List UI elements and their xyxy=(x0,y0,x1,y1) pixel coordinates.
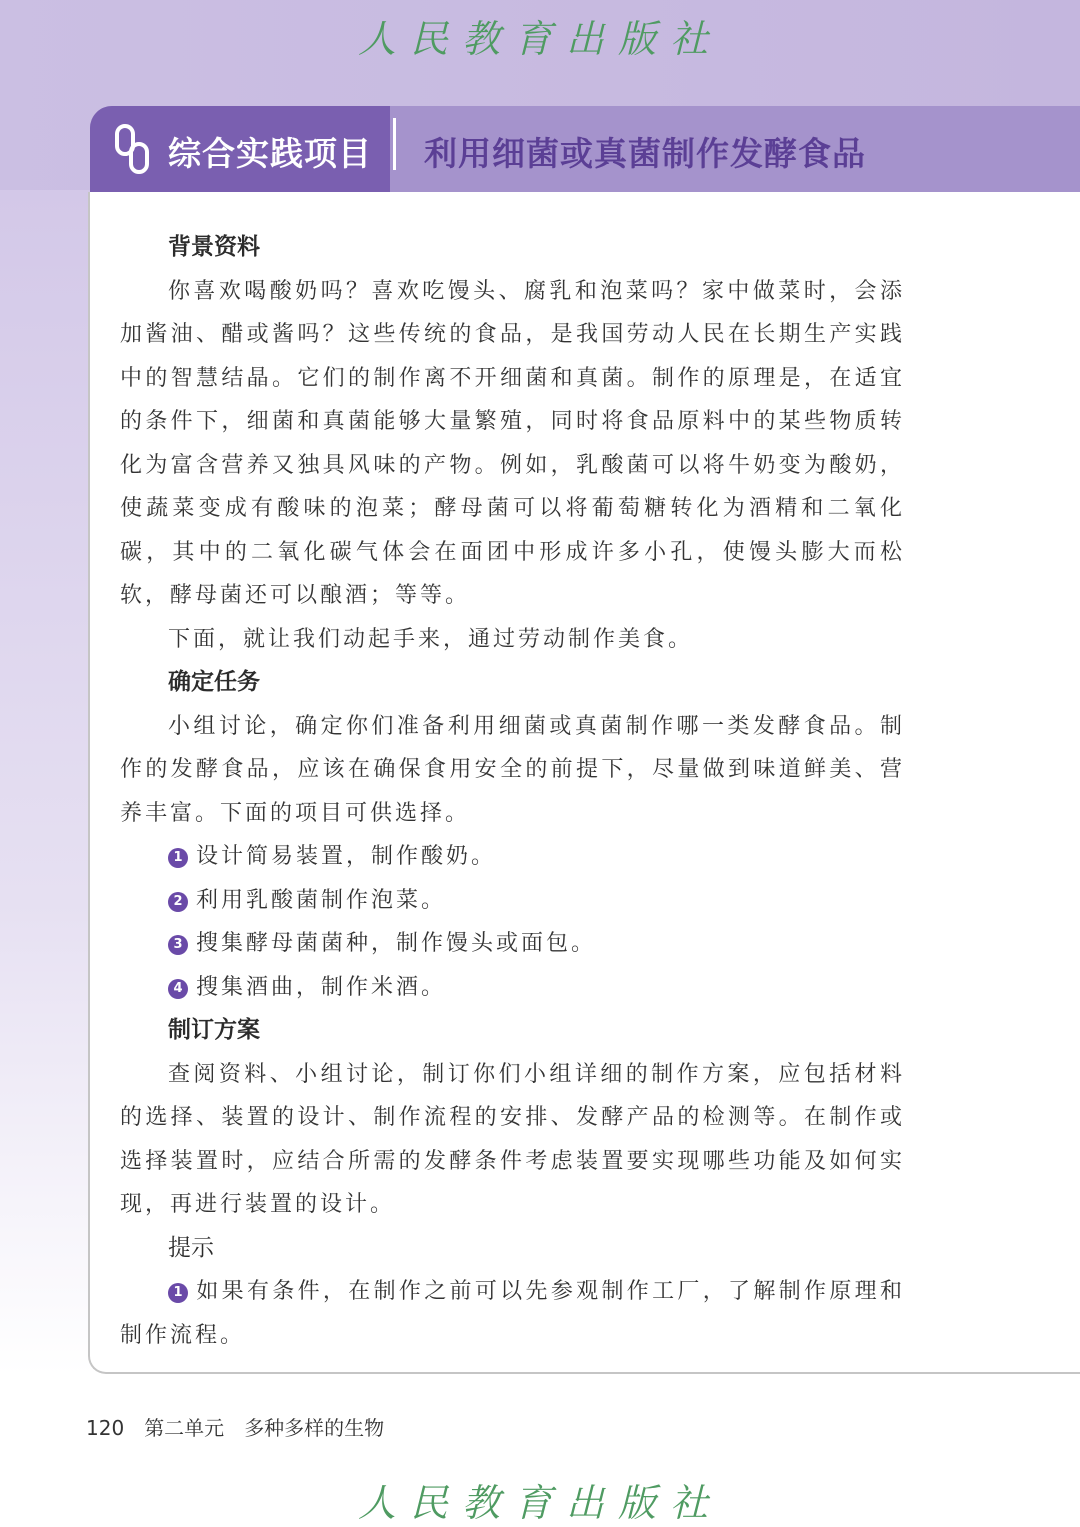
list-item-text: 设计简易装置，制作酸奶。 xyxy=(196,844,497,869)
list-item-text: 搜集酒曲，制作米酒。 xyxy=(196,974,447,1000)
page-footer xyxy=(86,1412,384,1441)
task-paragraph: 小组讨论，确定你们准备利用细菌或真菌制作哪一类发酵食品。制作的发酵食品，应该在确保食用安全的前提下，尽量做到味道鲜美、营养丰富。下面的项目可供选择。 xyxy=(120,713,905,826)
tip-item-text: 如果有条件，在制作之前可以先参观制作工厂，了解制作原理和制作流程。 xyxy=(120,1279,905,1348)
list-item xyxy=(120,922,905,966)
plan-paragraph: 查阅资料、小组讨论，制订你们小组详细的制作方案，应包括材料的选择、装置的设计、制作流程的安排、发酵产品的检测等。在制作或选择装置时，应结合所需的发酵条件考虑装置要实现哪些功能及如何实现，再进行装置的设计。 xyxy=(120,1061,905,1217)
section-heading-plan: 制订方案 xyxy=(168,1017,260,1043)
background-paragraph-1: 你喜欢喝酸奶吗？喜欢吃馒头、腐乳和泡菜吗？家中做菜时，会添加酱油、醋或酱吗？这些传统的食品，是我国劳动人民在长期生产实践中的智慧结晶。它们的制作离不开细菌和真菌。制作的原理是，在适宜的条件下，细菌和真菌能够大量繁殖，同时将食品原料中的某些物质转化为富含营养又独具风味的产物。例如，乳酸菌可以将牛奶变为酸奶，使蔬菜变成有酸味的泡菜；酵母菌可以将葡萄糖转化为酒精和二氧化碳，其中的二氧化碳气体会在面团中形成许多小孔，使馒头膨大而松软，酵母菌还可以酿酒；等等。 xyxy=(120,278,905,608)
publisher-logo-bottom: 人民教育出版社 xyxy=(357,1481,722,1525)
tip-item xyxy=(120,1270,905,1357)
section-heading-background: 背景资料 xyxy=(168,234,260,260)
number-badge: 1 xyxy=(168,848,188,868)
header-divider xyxy=(393,118,396,170)
number-badge: 1 xyxy=(168,1283,188,1303)
list-item xyxy=(120,966,905,1010)
unit-title: 多种多样的生物 xyxy=(244,1416,385,1440)
background-paragraph-2: 下面，就让我们动起手来，通过劳动制作美食。 xyxy=(168,626,694,652)
list-item xyxy=(120,879,905,923)
number-badge: 3 xyxy=(168,935,188,955)
project-type-label: 综合实践项目 xyxy=(168,134,372,173)
project-title: 利用细菌或真菌制作发酵食品 xyxy=(424,134,866,173)
link-icon xyxy=(114,122,150,178)
section-heading-tips: 提示 xyxy=(168,1234,214,1261)
list-item-text: 利用乳酸菌制作泡菜。 xyxy=(196,887,447,913)
list-item-text: 搜集酵母菌菌种，制作馒头或面包。 xyxy=(196,931,597,956)
number-badge: 2 xyxy=(168,892,188,912)
section-heading-task: 确定任务 xyxy=(168,669,260,695)
list-item xyxy=(120,835,905,879)
left-strip xyxy=(0,190,90,1375)
publisher-logo-top: 人民教育出版社 xyxy=(357,17,722,61)
number-badge: 4 xyxy=(168,979,188,999)
page-number: 120 xyxy=(86,1416,125,1440)
unit-label: 第二单元 xyxy=(144,1416,225,1440)
main-content xyxy=(120,226,905,1357)
